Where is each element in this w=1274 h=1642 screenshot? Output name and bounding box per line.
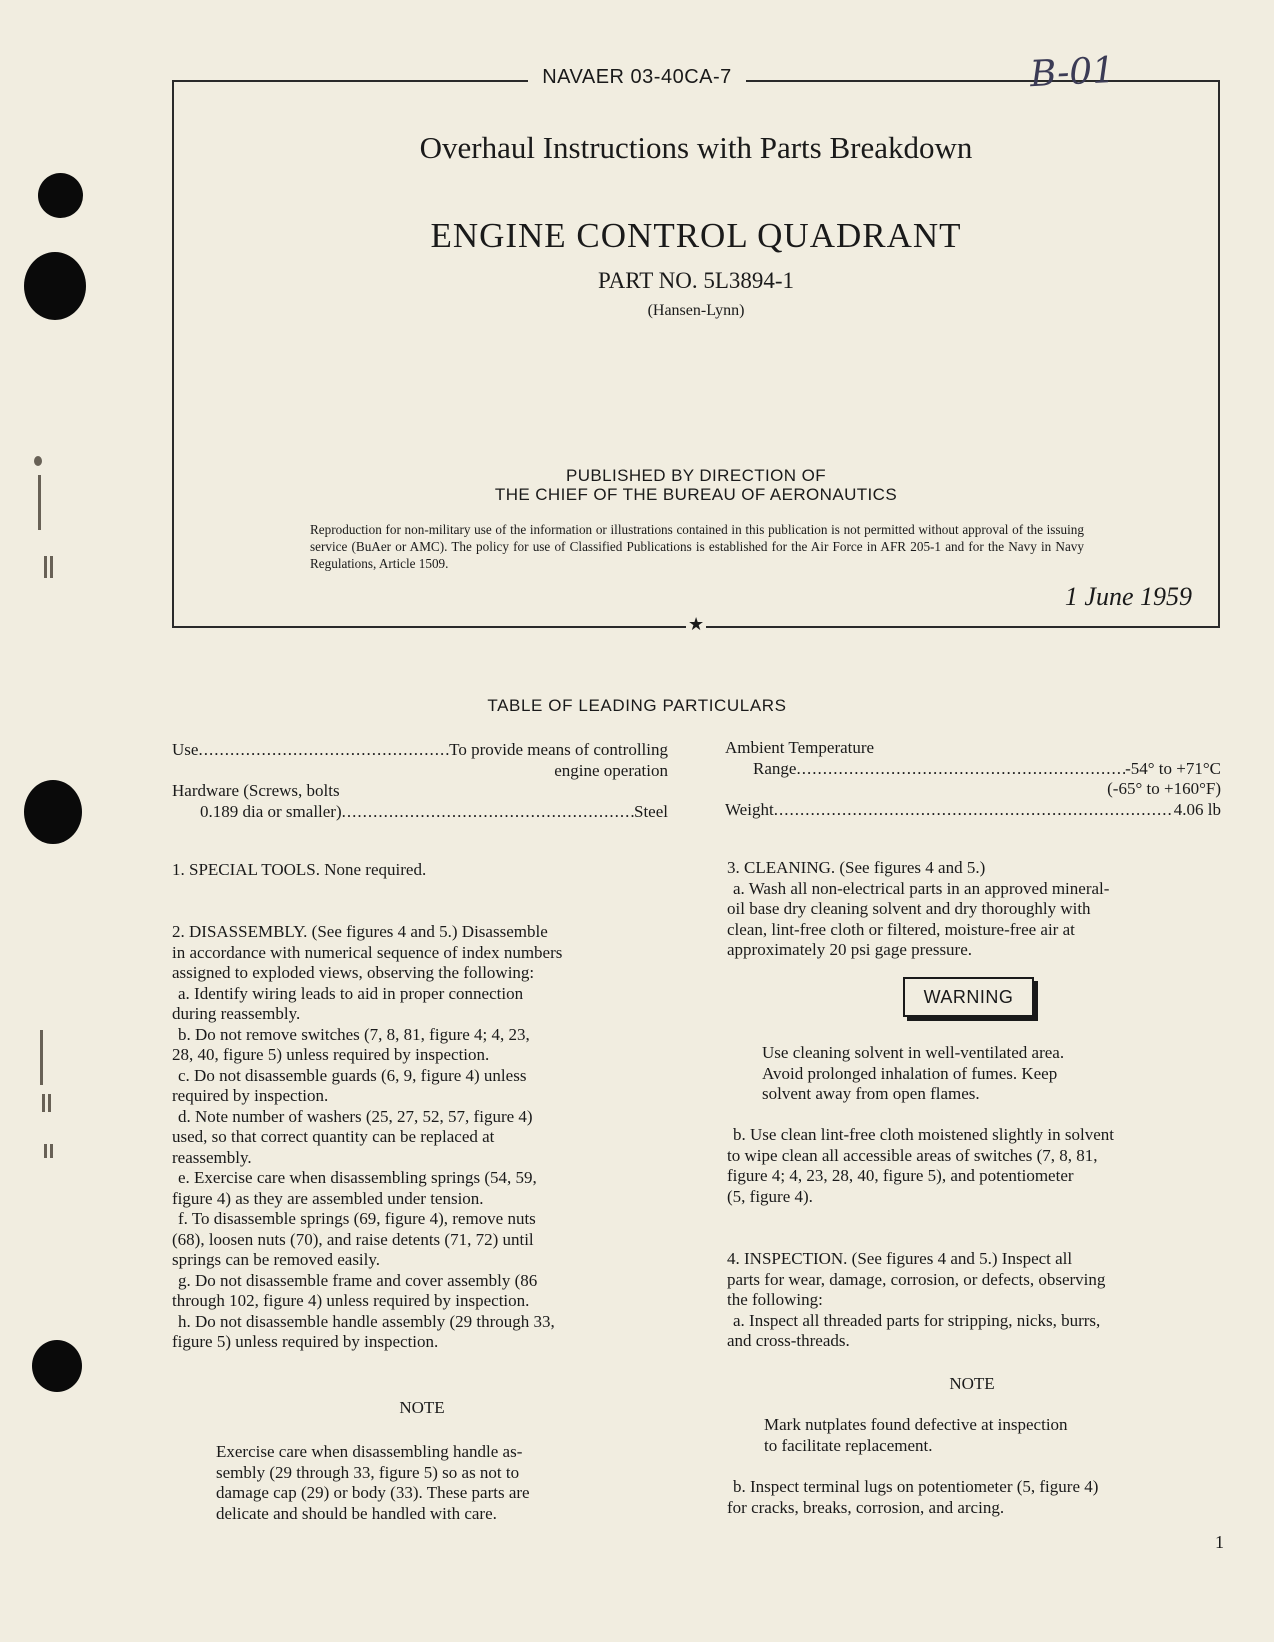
edge-mark [40,1030,43,1085]
note-inspection [764,1415,1204,1456]
binder-hole [32,1340,82,1392]
warning-line: solvent away from open flames. [762,1084,980,1103]
note-heading: NOTE [399,1398,445,1417]
paragraph-line: e. Exercise care when disassembling springs (54, 59, [178,1168,537,1187]
particulars-right: Ambient Temperature Range ..... -54° to +71°C (-65° to +160°F) Weight ..... 4.06 lb [725,738,1221,820]
paragraph-line: (68), loosen nuts (70), and raise detents (71, 72) until [172,1229,534,1249]
edge-mark [50,556,53,578]
section-cleaning-b [727,1125,1227,1207]
handwritten-mark: B-01 [1028,49,1117,96]
weight-row: Weight ..... 4.06 lb [725,800,1221,821]
paragraph-line: springs can be removed easily. [172,1250,381,1269]
paragraph-line: figure 5) unless required by inspection. [172,1332,439,1351]
paragraph-line: in accordance with numerical sequence of index numbers [172,942,563,962]
note-disassembly [216,1442,656,1524]
star-icon: ★ [688,614,705,634]
use-row: Use ..... To provide means of controlling [172,740,668,761]
section-cleaning [727,858,1227,961]
paragraph-line: b. Do not remove switches (7, 8, 81, figure 4; 4, 23, [178,1024,530,1044]
section-inspection-b [727,1477,1227,1518]
paragraph-line: b. Use clean lint-free cloth moistened slightly in solvent [733,1125,1114,1144]
warning-line: Use cleaning solvent in well-ventilated area. [762,1043,1065,1062]
product-name: ENGINE CONTROL QUADRANT [430,216,962,255]
paragraph-line: 28, 40, figure 5) unless required by inspection. [172,1045,490,1064]
edge-mark [34,456,42,466]
hardware-row: 0.189 dia or smaller) ..... Steel [172,802,668,823]
paragraph-line: a. Inspect all threaded parts for stripping, nicks, burrs, [733,1310,1101,1330]
paragraph-line: approximately 20 psi gage pressure. [727,940,973,959]
paragraph-line: during reassembly. [172,1004,301,1023]
paragraph-line: a. Identify wiring leads to aid in proper connection [178,983,524,1003]
paragraph-line: assigned to exploded views, observing the following: [172,963,535,982]
page-number: 1 [1215,1532,1224,1552]
paragraph-line: figure 4; 4, 23, 28, 40, figure 5), and potentiometer [727,1166,1074,1185]
edge-mark [44,1144,47,1158]
paragraph-line: 3. CLEANING. (See figures 4 and 5.) [727,858,986,877]
paragraph-line: a. Wash all non-electrical parts in an approved mineral- [733,878,1110,898]
paragraph-line: and cross-threads. [727,1331,850,1350]
publisher-line: PUBLISHED BY DIRECTION OF [565,466,826,485]
binder-hole [38,173,83,218]
paragraph-line: figure 4) as they are assembled under tension. [172,1188,484,1208]
document-title: Overhaul Instructions with Parts Breakdown [419,130,973,165]
section-disassembly [172,922,672,1353]
dot-leader [342,802,634,823]
note-line: sembly (29 through 33, figure 5) so as not to [216,1462,520,1482]
paragraph-line: oil base dry cleaning solvent and dry thoroughly with [727,899,1091,918]
paragraph-line: h. Do not disassemble handle assembly (29 through 33, [178,1311,555,1331]
paragraph-line: c. Do not disassemble guards (6, 9, figure 4) unless [178,1065,527,1085]
dot-leader [774,800,1174,821]
paragraph-line: required by inspection. [172,1086,329,1105]
note-line: to facilitate replacement. [764,1435,933,1455]
edge-mark [42,1094,45,1112]
paragraph-line: for cracks, breaks, corrosion, and arcing. [727,1497,1005,1517]
edge-mark [44,556,47,578]
warning-label: WARNING [903,977,1034,1017]
reproduction-notice: Reproduction for non-military use of the information or illustrations contained in this publication is not permitted without approval of the issuing service (BuAer or AMC). The policy for use of Classified Publications is established for the Air Force in AFR 205-1 and for the Navy in Navy Regulations, Article 1509. [310,522,1084,571]
particulars-left: Use ..... To provide means of controlling engine operation Hardware (Screws, bolts 0.189 dia or smaller) ..... Steel [172,740,668,822]
paragraph-line: through 102, figure 4) unless required by inspection. [172,1291,530,1310]
paragraph-line: 2. DISASSEMBLY. (See figures 4 and 5.) Disassemble [172,922,548,941]
edge-mark [48,1094,51,1112]
leading-particulars-heading: TABLE OF LEADING PARTICULARS [487,696,787,715]
edge-mark [38,475,41,530]
paragraph-line: to wipe clean all accessible areas of switches (7, 8, 81, [727,1145,1098,1165]
dot-leader [198,740,449,761]
note-line: Mark nutplates found defective at inspection [764,1415,1068,1434]
paragraph-line: 4. INSPECTION. (See figures 4 and 5.) Inspect all [727,1249,1073,1268]
paragraph-line: used, so that correct quantity can be replaced at [172,1127,495,1146]
paragraph-line: d. Note number of washers (25, 27, 52, 57, figure 4) [178,1106,533,1126]
warning-line: Avoid prolonged inhalation of fumes. Keep [762,1063,1058,1083]
warning-text [762,1043,1202,1105]
part-number: PART NO. 5L3894-1 [597,268,795,293]
paragraph-line: clean, lint-free cloth or filtered, moisture-free air at [727,919,1075,939]
publication-date: 1 June 1959 [1064,582,1192,611]
section-special-tools: 1. SPECIAL TOOLS. None required. [172,860,427,879]
manufacturer: (Hansen-Lynn) [647,302,745,319]
binder-hole [24,780,82,844]
note-heading: NOTE [949,1374,995,1393]
binder-hole [24,252,86,320]
document-number: NAVAER 03-40CA-7 [0,66,1274,89]
note-line: damage cap (29) or body (33). These parts are [216,1483,530,1502]
note-line: Exercise care when disassembling handle as- [216,1442,523,1461]
section-inspection [727,1249,1227,1352]
ambient-row: Range ..... -54° to +71°C [725,759,1221,780]
edge-mark [50,1144,53,1158]
dot-leader [796,759,1125,780]
paragraph-line: parts for wear, damage, corrosion, or defects, observing [727,1269,1106,1289]
note-line: delicate and should be handled with care. [216,1503,497,1523]
publisher-line: THE CHIEF OF THE BUREAU OF AERONAUTICS [494,485,898,504]
paragraph-line: g. Do not disassemble frame and cover assembly (86 [178,1270,538,1290]
paragraph-line: reassembly. [172,1147,252,1167]
paragraph-line: (5, figure 4). [727,1186,813,1206]
paragraph-line: b. Inspect terminal lugs on potentiometer (5, figure 4) [733,1477,1099,1496]
paragraph-line: f. To disassemble springs (69, figure 4), remove nuts [178,1209,536,1228]
paragraph-line: the following: [727,1290,823,1309]
